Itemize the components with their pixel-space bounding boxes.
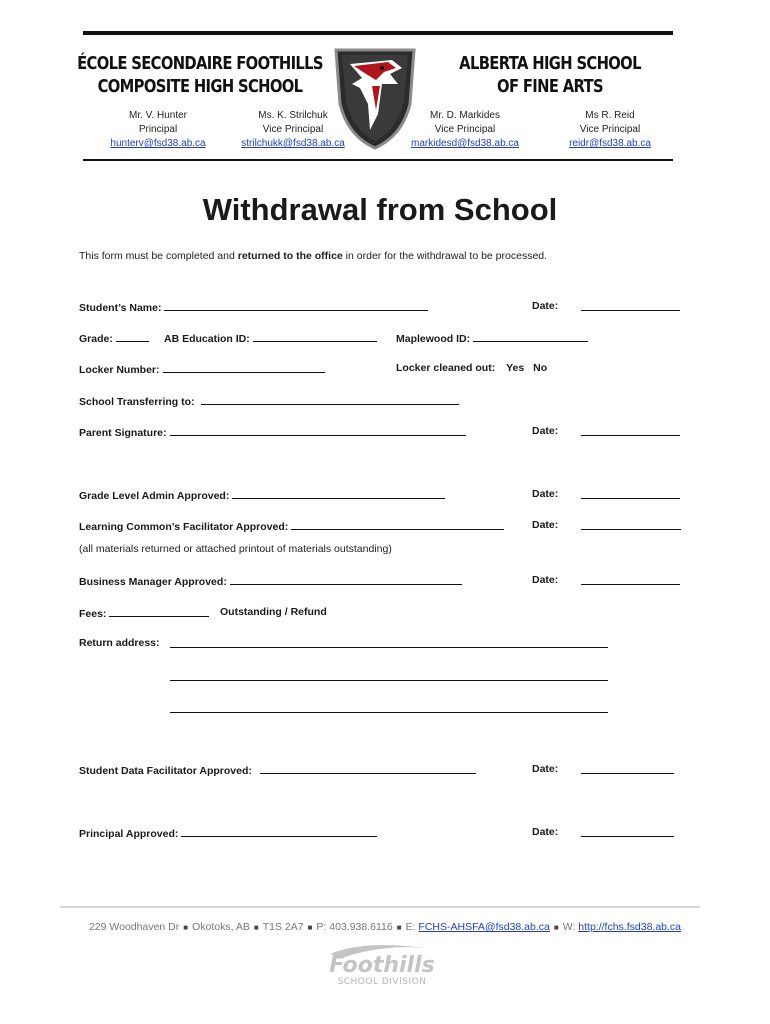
business-manager-field[interactable] — [230, 574, 462, 585]
materials-note: (all materials returned or attached printout of materials outstanding) — [79, 543, 392, 555]
school-transferring-field[interactable] — [201, 394, 459, 405]
maplewood-id-field[interactable] — [473, 331, 588, 342]
date-field-row — [578, 574, 680, 588]
fees-field[interactable] — [109, 606, 209, 617]
return-address-field[interactable] — [170, 670, 608, 681]
maplewood-id-row: Maplewood ID: — [396, 331, 588, 345]
student-name-field[interactable] — [164, 300, 428, 311]
locker-cleaned-row: Locker cleaned out: Yes No — [396, 362, 548, 374]
learning-commons-field[interactable] — [291, 519, 504, 530]
return-address-row: Return address: — [79, 637, 160, 649]
bullet-icon: ■ — [307, 922, 313, 932]
staff-email-link[interactable]: markidesd@fsd38.ab.ca — [411, 138, 519, 149]
parent-signature-field[interactable] — [170, 425, 466, 436]
date-label: Date: — [532, 763, 559, 775]
no-option[interactable]: No — [533, 362, 548, 374]
staff-email-link[interactable]: strilchukk@fsd38.ab.ca — [241, 138, 345, 149]
footer-rule — [60, 906, 700, 908]
student-data-field[interactable] — [260, 763, 476, 774]
learning-commons-row: Learning Common’s Facilitator Approved: — [79, 519, 504, 533]
ab-education-id-field[interactable] — [253, 331, 377, 342]
footer-website-link[interactable]: http://fchs.fsd38.ab.ca — [578, 921, 682, 933]
staff-email-link[interactable]: reidr@fsd38.ab.ca — [569, 138, 651, 149]
grade-admin-row: Grade Level Admin Approved: — [79, 488, 445, 502]
return-address-line-2 — [170, 670, 608, 684]
date-field-row — [578, 826, 674, 840]
locker-number-field[interactable] — [163, 362, 325, 373]
date-label: Date: — [532, 574, 559, 586]
business-manager-date-field[interactable] — [581, 574, 680, 585]
form-intro: This form must be completed and returned to the office in order for the withdrawal to be processed. — [79, 250, 548, 262]
right-school-name: ALBERTA HIGH SCHOOL OF FINE ARTS — [459, 53, 641, 97]
return-address-field[interactable] — [170, 702, 608, 713]
student-date-field[interactable] — [581, 300, 680, 311]
student-name-row: Student’s Name: — [79, 300, 428, 314]
student-data-date-field[interactable] — [581, 763, 674, 774]
footer-email-link[interactable]: FCHS-AHSFA@fsd38.ab.ca — [418, 921, 550, 933]
principal-field[interactable] — [181, 826, 377, 837]
date-label: Date: — [532, 519, 559, 531]
student-data-row: Student Data Facilitator Approved: — [79, 763, 476, 777]
ab-education-id-row: AB Education ID: — [164, 331, 377, 345]
date-field-row — [578, 488, 680, 502]
learning-commons-date-field[interactable] — [581, 519, 681, 530]
grade-admin-date-field[interactable] — [581, 488, 680, 499]
date-label: Date: — [532, 826, 559, 838]
business-manager-row: Business Manager Approved: — [79, 574, 462, 588]
parent-date-field[interactable] — [581, 425, 680, 436]
staff-vice-principal-2: Mr. D. Markides Vice Principal markidesd@fsd38.ab.ca — [411, 110, 519, 149]
yes-option[interactable]: Yes — [506, 362, 525, 374]
return-address-line-1 — [170, 637, 608, 651]
date-field-row — [578, 425, 680, 439]
date-label: Date: — [532, 300, 559, 312]
header-bottom-rule — [83, 159, 673, 161]
bullet-icon: ■ — [396, 922, 402, 932]
return-address-field[interactable] — [170, 637, 608, 648]
grade-row: Grade: — [79, 331, 149, 345]
date-label: Date: — [532, 488, 559, 500]
division-logo-subtitle: SCHOOL DIVISION — [337, 977, 427, 987]
date-field-row — [578, 519, 681, 533]
date-label: Date: — [532, 425, 559, 437]
date-field-row — [578, 763, 674, 777]
staff-principal: Mr. V. Hunter Principal hunterv@fsd38.ab.ca — [110, 110, 206, 149]
date-field-row — [578, 300, 680, 314]
fees-row: Fees: — [79, 606, 209, 620]
locker-number-row: Locker Number: — [79, 362, 325, 376]
staff-email-link[interactable]: hunterv@fsd38.ab.ca — [110, 138, 206, 149]
grade-field[interactable] — [116, 331, 149, 342]
parent-signature-row: Parent Signature: — [79, 425, 466, 439]
school-transferring-row: School Transferring to: — [79, 394, 459, 408]
principal-row: Principal Approved: — [79, 826, 377, 840]
bullet-icon: ■ — [253, 922, 259, 932]
principal-date-field[interactable] — [581, 826, 674, 837]
division-logo-wordmark: Foothills — [329, 953, 435, 978]
form-title: Withdrawal from School — [202, 192, 558, 227]
staff-vice-principal-1: Ms. K. Strilchuk Vice Principal strilchukk@fsd38.ab.ca — [241, 110, 345, 149]
left-school-name: ÉCOLE SECONDAIRE FOOTHILLS COMPOSITE HIGH SCHOOL — [77, 53, 323, 97]
bullet-icon: ■ — [553, 922, 559, 932]
foothills-school-division-logo — [322, 940, 442, 990]
return-address-line-3 — [170, 702, 608, 716]
grade-admin-field[interactable] — [232, 488, 445, 499]
footer-contact: 229 Woodhaven Dr ■ Okotoks, AB ■ T1S 2A7 ■ P: 403.938.6116 ■ E: FCHS-AHSFA@fsd38.ab.ca ■ W: http://fchs.fsd38.ab.ca — [88, 921, 682, 933]
bullet-icon: ■ — [183, 922, 189, 932]
outstanding-refund-label: Outstanding / Refund — [220, 606, 327, 618]
header-top-rule — [83, 31, 673, 35]
staff-vice-principal-3: Ms R. Reid Vice Principal reidr@fsd38.ab.ca — [569, 110, 651, 149]
